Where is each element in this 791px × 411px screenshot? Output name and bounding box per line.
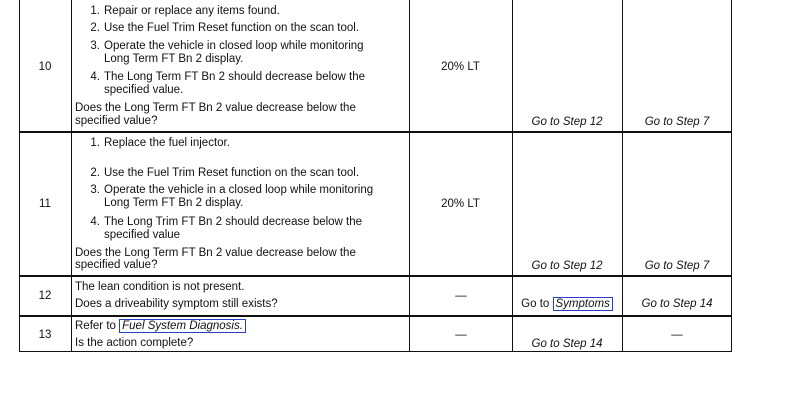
list-item-text: Operate the vehicle in closed loop while monitoring [104,40,364,52]
list-item-text: The Long Trim FT Bn 2 should decrease below the [104,216,363,228]
yes-action: Go to Step 12 [531,116,603,128]
refer-text [75,320,246,333]
list-item-text: The Long Term FT Bn 2 should decrease below the [104,71,366,83]
list-item-number: 4. [90,216,100,228]
list-item-number: 2. [90,22,100,34]
value-cell: 20% LT [441,61,480,73]
list-item-continuation: specified value [104,229,181,241]
no-action: Go to Step 7 [644,260,710,272]
column-divider-action [409,0,410,352]
question-text: Does the Long Term FT Bn 2 value decrease below the [75,102,356,114]
condition-text: The lean condition is not present. [75,281,245,293]
step-number: 11 [39,198,51,210]
yes-action [512,297,622,311]
yes-action-prefix: Go to [521,298,550,310]
list-item-number: 3. [90,40,100,52]
refer-prefix: Refer to [75,320,116,332]
list-item-text: Use the Fuel Trim Reset function on the scan tool. [104,167,360,179]
list-item-number: 2. [90,167,100,179]
step-number: 10 [38,61,52,73]
list-item-continuation: Long Term FT Bn 2 display. [104,53,244,65]
question-text: Is the action complete? [75,337,194,349]
list-item-number: 4. [90,71,100,83]
row-divider [19,275,732,277]
list-item-text: Replace the fuel injector. [104,137,230,149]
step-number: 13 [38,329,52,341]
list-item-number: 3. [90,184,100,196]
question-text: Does the Long Term FT Bn 2 value decrease below the [75,247,356,259]
list-item-continuation: Long Term FT Bn 2 display. [104,197,244,209]
symptoms-link[interactable]: Symptoms [553,297,613,311]
row-divider [19,315,732,317]
no-action: Go to Step 14 [641,298,713,310]
question-text: specified value? [75,115,158,127]
list-item-text: Operate the vehicle in a closed loop while monitoring [104,184,374,196]
list-item-continuation: specified value. [104,84,184,96]
row-divider [19,131,732,133]
question-text: Does a driveability symptom still exists? [75,298,278,310]
list-item-number: 1. [90,5,100,17]
list-item-number: 1. [90,137,100,149]
yes-action: Go to Step 14 [531,338,603,350]
step-number: 12 [38,290,52,302]
list-item-text: Repair or replace any items found. [104,5,280,17]
value-cell: — [455,290,467,302]
no-action: Go to Step 7 [644,116,710,128]
no-action: — [671,329,683,341]
yes-action: Go to Step 12 [531,260,603,272]
value-cell: 20% LT [441,198,480,210]
list-item-text: Use the Fuel Trim Reset function on the scan tool. [104,22,360,34]
value-cell: — [455,329,467,341]
fuel-system-diagnosis-link[interactable]: Fuel System Diagnosis. [119,319,246,333]
question-text: specified value? [75,259,158,271]
column-divider-step [71,0,72,352]
